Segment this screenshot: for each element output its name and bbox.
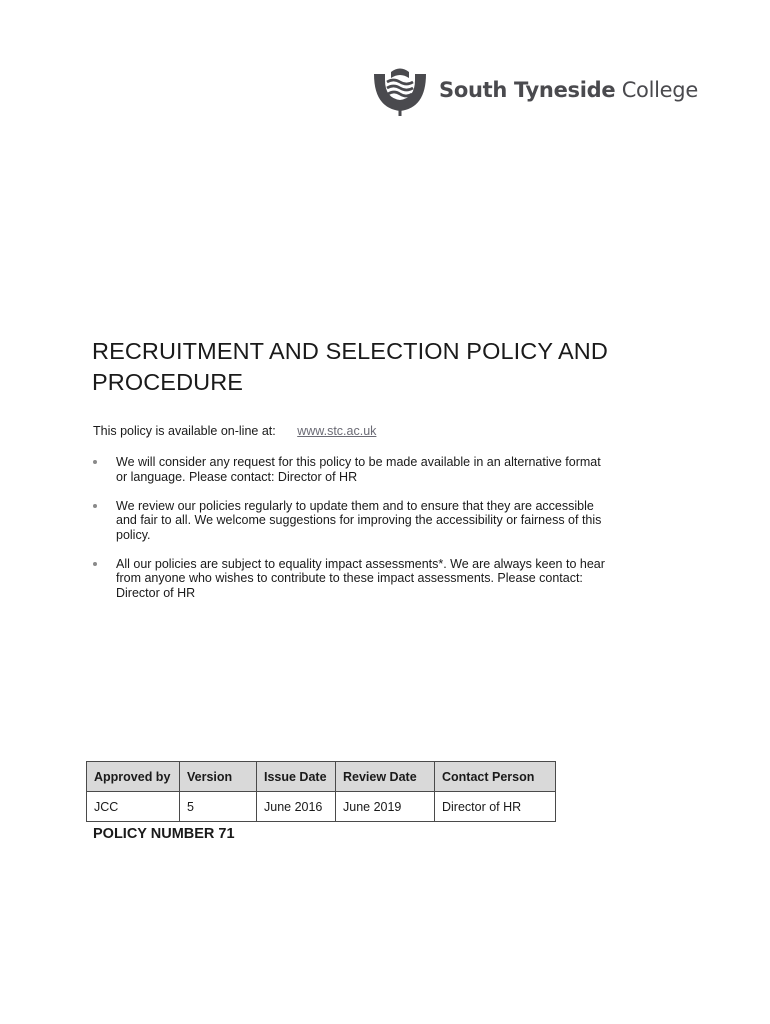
table-header-row: [87, 762, 556, 792]
policy-number: POLICY NUMBER 71: [93, 826, 235, 842]
college-logo: [371, 64, 698, 116]
bullet-icon: [93, 504, 97, 508]
header-review-date: Review Date: [336, 762, 435, 792]
bullet-text: All our policies are subject to equality impact assessments*. We are always keen to hear from anyone who wishes to contribute to these impact assessments. Please contact: Director of HR: [116, 556, 605, 600]
cell-approved-by: JCC: [87, 792, 180, 822]
cell-contact-person: Director of HR: [435, 792, 556, 822]
bullet-icon: [93, 460, 97, 464]
header-issue-date: Issue Date: [257, 762, 336, 792]
bullet-text: We review our policies regularly to update them and to ensure that they are accessible and fair to all. We welcome suggestions for improving the accessibility or fairness of this policy.: [116, 498, 602, 542]
college-name: [439, 78, 698, 102]
policy-url-link[interactable]: www.stc.ac.uk: [297, 424, 377, 438]
header-approved-by: Approved by: [87, 762, 180, 792]
cell-version: 5: [180, 792, 257, 822]
policy-metadata-table: [86, 761, 556, 822]
header-version: Version: [180, 762, 257, 792]
waves-shield-emblem-icon: [371, 64, 429, 116]
document-title: RECRUITMENT AND SELECTION POLICY AND PROCEDURE: [92, 338, 608, 395]
availability-line: [93, 424, 376, 438]
cell-review-date: June 2019: [336, 792, 435, 822]
bullet-text: We will consider any request for this policy to be made available in an alternative format or language. Please contact: Director of HR: [116, 455, 601, 484]
header-contact-person: Contact Person: [435, 762, 556, 792]
policy-notes-list: [93, 455, 613, 615]
availability-label: This policy is available on-line at:: [93, 424, 276, 438]
list-item: [93, 557, 613, 601]
cell-issue-date: June 2016: [257, 792, 336, 822]
table-row: [87, 792, 556, 822]
list-item: [93, 455, 613, 484]
college-name-bold: South Tyneside: [439, 78, 616, 102]
college-name-regular: College: [621, 78, 698, 102]
list-item: [93, 499, 613, 543]
bullet-icon: [93, 562, 97, 566]
